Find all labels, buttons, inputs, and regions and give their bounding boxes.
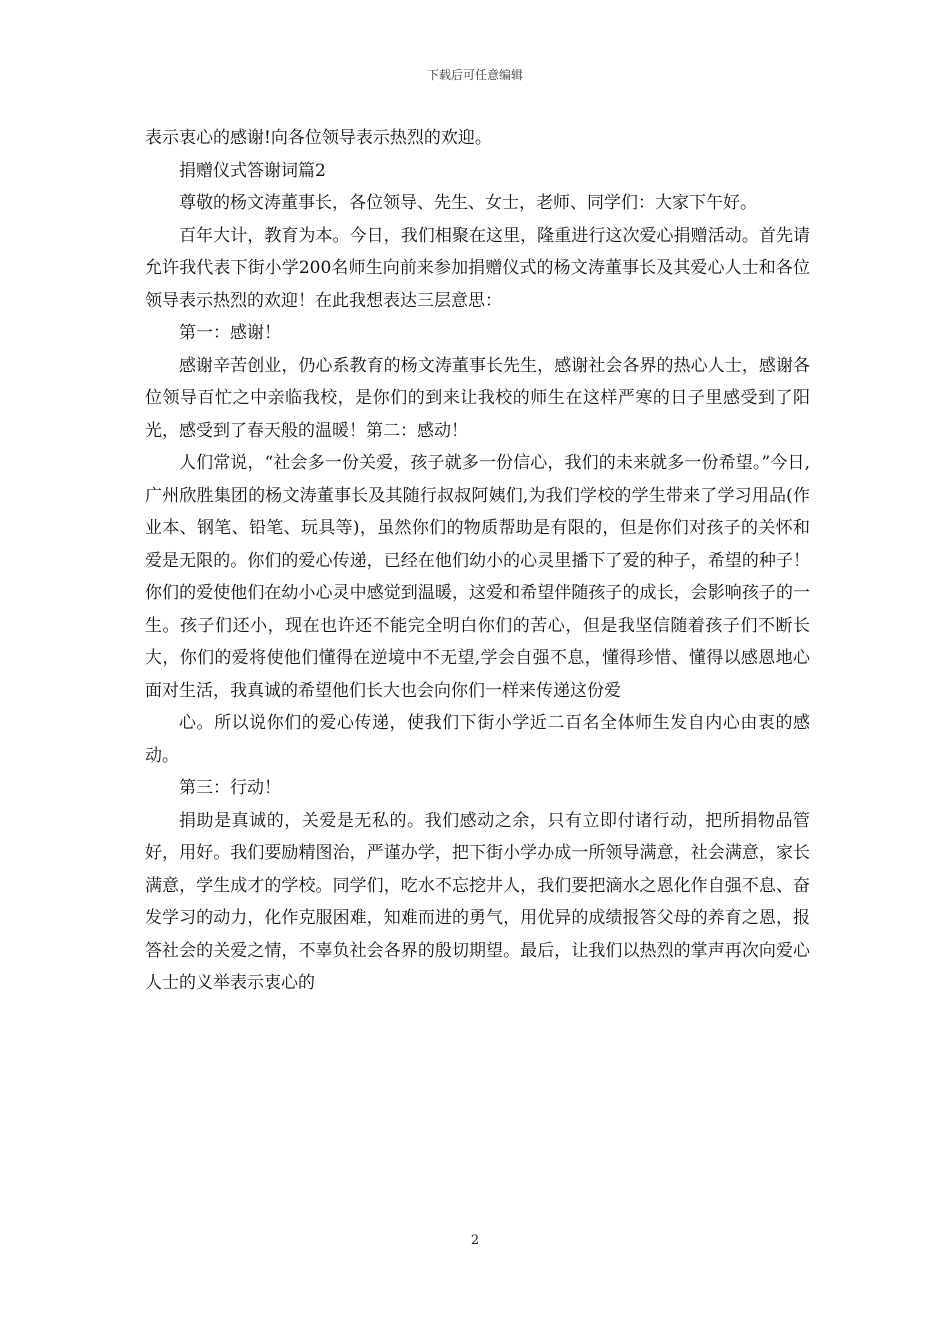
paragraph: 表示衷心的感谢!向各位领导表示热烈的欢迎。 xyxy=(145,128,492,148)
paragraph: 捐助是真诚的，关爱是无私的。我们感动之余，只有立即付诸行动，把所捐物品管好，用好。我们要励精图治，严谨办学，把下街小学办成一所领导满意，社会满意，家长满意，学生成才的学校。同学们，吃水不忘挖井人，我们要把滴水之恩化作自强不息、奋发学习的动力，化作克服困难，知难而进的勇气，用优异的成绩报答父母的养育之恩，报答社会的关爱之情，不辜负社会各界的殷切期望。最后，让我们以热烈的掌声再次向爱心人士的义举表示衷心的 xyxy=(145,810,810,993)
salutation: 尊敬的杨文涛董事长，各位领导、先生、女士，老师、同学们：大家下午好。 xyxy=(179,193,757,213)
document-body xyxy=(145,122,810,1000)
section-title: 捐赠仪式答谢词篇2 xyxy=(179,160,326,181)
paragraph: 人们常说，“社会多一份关爱，孩子就多一份信心，我们的未来就多一份希望。”今日,广州欣胜集团的杨文涛董事长及其随行叔叔阿姨们,为我们学校的学生带来了学习用品(作业本、钢笔、铅笔、玩具等)，虽然你们的物质帮助是有限的，但是你们对孩子的关怀和爱是无限的。你们的爱心传递，已经在他们幼小的心灵里播下了爱的种子，希望的种子！你们的爱使他们在幼小心灵中感觉到温暖，这爱和希望伴随孩子的成长，会影响孩子的一生。孩子们还小，现在也许还不能完全明白你们的苦心，但是我坚信随着孩子们不断长大，你们的爱将使他们懂得在逆境中不无望,学会自强不息，懂得珍惜、懂得以感恩地心面对生活，我真诚的希望他们长大也会向你们一样来传递这份爱 xyxy=(145,453,810,701)
paragraph: 感谢辛苦创业，仍心系教育的杨文涛董事长先生，感谢社会各界的热心人士，感谢各位领导百忙之中亲临我校，是你们的到来让我校的师生在这样严寒的日子里感受到了阳光，感受到了春天般的温暖！第二：感动！ xyxy=(145,355,810,441)
paragraph: 心。所以说你们的爱心传递，使我们下街小学近二百名全体师生发自内心由衷的感动。 xyxy=(145,713,810,766)
page-number: 2 xyxy=(470,1233,480,1248)
page-header: 下载后可任意编辑 xyxy=(426,68,523,82)
paragraph: 百年大计，教育为本。今日，我们相聚在这里，隆重进行这次爱心捐赠活动。首先请允许我代表下街小学200名师生向前来参加捐赠仪式的杨文涛董事长及其爱心人士和各位领导表示热烈的欢迎！在此我想表达三层意思： xyxy=(145,225,810,311)
subheading-third: 第三：行动！ xyxy=(179,778,281,798)
subheading-first: 第一：感谢！ xyxy=(179,323,281,343)
